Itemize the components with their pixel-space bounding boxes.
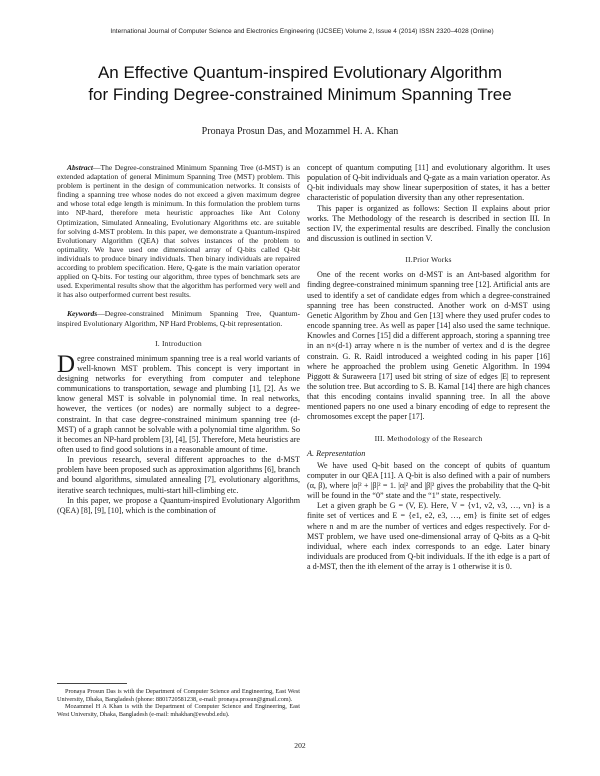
authors: Pronaya Prosun Das, and Mozammel H. A. Khan: [201, 126, 399, 137]
prior-works-paragraph: One of the recent works on d-MST is an Ant-based algorithm for finding degree-constrained minimum spanning tree [12]. Artificial ants are used to identify a set of candidate edges from which a degree-constrained spanning tree has been constructed. Another work on d-MST using Genetic Algorithm by Zhou and Gen [13] where they used prufer codes to encode spanning tree. As well as paper [14] also used the same technique. Knowles and Cornes [15] did a different approach, storing a spanning tree in an n×(d-1) array where n is the number of vertex and d is the degree constrain. G. R. Raidl introduced a weighted coding in his paper [16] where he approached the problem using Genetic Algorithm. In 1994 Piggott & Suraweera [17] used bit string of size of edges |E| to represent the solution tree. But according to S. B. Kamal [14] there are high chances that this encoding contains invalid spanning tree. In all the above mentioned papers no one used a binary encoding of edge to represent the chromosomes except the paper [17].: [307, 270, 550, 422]
abstract-text: —The Degree-constrained Minimum Spanning Tree (d-MST) is an extended adaptation of general Minimum Spanning Tree (MST) problem. This problem is pertinent in the design of communication networks. It consists of finding a spanning tree whose nodes do not exceed a given maximum degree and whose total edge length is minimum. In this formulation the problem turns into NP-hard, therefore meta heuristic approaches like Ant Colony Optimization, Simulated Annealing, Evolutionary Algorithms etc. are suitable for solving d-MST problem. In this paper, we demonstrate a Quantum-inspired Evolutionary Algorithm (QEA) that solves instances of the problem to optimality. We have used one dimensional array of Q-bits called Q-bit individuals to produce binary individuals. Then binary individuals are repaired according to problem specification. Here, Q-gate is the main variation operator applied on Q-bits. For testing our algorithm, three types of benchmark sets are used. Experimental results show that the algorithm has performed very well and it has also outperformed current best results.: [57, 163, 300, 300]
section-heading-prior-works: II.Prior Works: [405, 255, 452, 265]
subsection-heading-representation: A. Representation: [307, 448, 366, 458]
keywords: [57, 309, 300, 327]
keywords-label: Keywords: [67, 309, 98, 319]
footnote-author-2: Mozammel H A Khan is with the Department of Computer Science and Engineering, East West University, Dhaka, Bangladesh (e-mail: mhakhan@ewubd.edu).: [57, 703, 300, 718]
footnote-author-1: Pronaya Prosun Das is with the Department of Computer Science and Engineering, East West University, Dhaka, Bangladesh (phone: 8801720581238, e-mail: pronaya.prosun@gmail.com).: [57, 688, 300, 703]
journal-header: International Journal of Computer Science and Electronics Engineering (IJCSEE) Volume 2, Issue 4 (2014) ISSN 2320–4028 (Online): [110, 28, 494, 35]
abstract-label: Abstract: [67, 163, 93, 172]
footnote-rule: [57, 683, 127, 684]
right-column: [307, 163, 550, 572]
section-heading-introduction: I. Introduction: [155, 338, 202, 348]
intro-paragraph-3: In this paper, we propose a Quantum-inspired Evolutionary Algorithm (QEA) [8], [9], [10], which is the combination of: [57, 495, 300, 515]
title-line-2: for Finding Degree-constrained Minimum Spanning Tree: [88, 85, 512, 104]
intro-continued-paragraph: concept of quantum computing [11] and evolutionary algorithm. It uses population of Q-bit individuals and Q-gate as a main variation operator. As Q-bit individuals may show linear superposition of states, it has a better characteristic of population diversity than any other representation.: [307, 163, 550, 203]
drop-cap: D: [57, 350, 76, 378]
intro-paragraph-1-text: egree constrained minimum spanning tree is a real world variants of well-known MST problem. This concept is very important in designing networks for everything from computer and telephone communications to transportation, sewage and plumbing [1], [2]. As we know general MST is solvable in polynomial time. In real networks, however, the vertices (or nodes) are normally subject to a degree-constraint. In that case degree-constrained minimum spanning tree (d-MST) of a graph cannot be solvable with a polynomial time algorithm. So it becomes an NP-hard problem [3], [4], [5]. Therefore, Meta heuristics are often used to find good solutions in a reasonable amount of time.: [57, 353, 300, 454]
left-column: [57, 163, 300, 516]
section-heading-methodology: III. Methodology of the Research: [374, 433, 483, 443]
intro-paragraph-1: [57, 350, 300, 456]
abstract: [57, 163, 300, 299]
keywords-text: —Degree-constrained Minimum Spanning Tree, Quantum-inspired Evolutionary Algorithm, NP Hard Problems, Q-bit representation.: [57, 309, 300, 328]
title-line-1: An Effective Quantum-inspired Evolutionary Algorithm: [97, 63, 503, 82]
page-number: 202: [294, 741, 306, 750]
paper-title: [40, 62, 560, 106]
organization-paragraph: This paper is organized as follows: Section II explains about prior works. The Methodology of the research is described in section III. In section IV, the experimental results are described. Finally the conclusion and discussion is outlined in section V.: [307, 203, 550, 244]
intro-paragraph-2: In previous research, several different approaches to the d-MST problem have been proposed such as approximation algorithms [6], branch and bound algorithms, simulated annealing [7], evolutionary algorithms, iterative search techniques, multi-start hill-climbing etc.: [57, 455, 300, 495]
representation-paragraph-1: We have used Q-bit based on the concept of qubits of quantum computer in our QEA [11]. A Q-bit is also defined with a pair of numbers (α, β), where |α|² + |β|² = 1. |α|² and |β|² gives the probability that the Q-bit will be found in the “0” state and the “1” state, respectively.: [307, 460, 550, 501]
representation-paragraph-2: Let a given graph be G = (V, E). Here, V = {v1, v2, v3, …, vn} is a finite set of vertices and E = {e1, e2, e3, …, em} is finite set of edges where n and m are the number of vertices and edges respectively. For d-MST problem, we have used one-dimensional array of Q-bits as a Q-bit individual, where each index corresponds to an edge. Later binary individuals are produced from Q-bit individuals. If the ith edge is a part of a d-MST, then the ith element of the array is 1 otherwise it is 0.: [307, 501, 550, 572]
footnotes: [57, 688, 300, 718]
